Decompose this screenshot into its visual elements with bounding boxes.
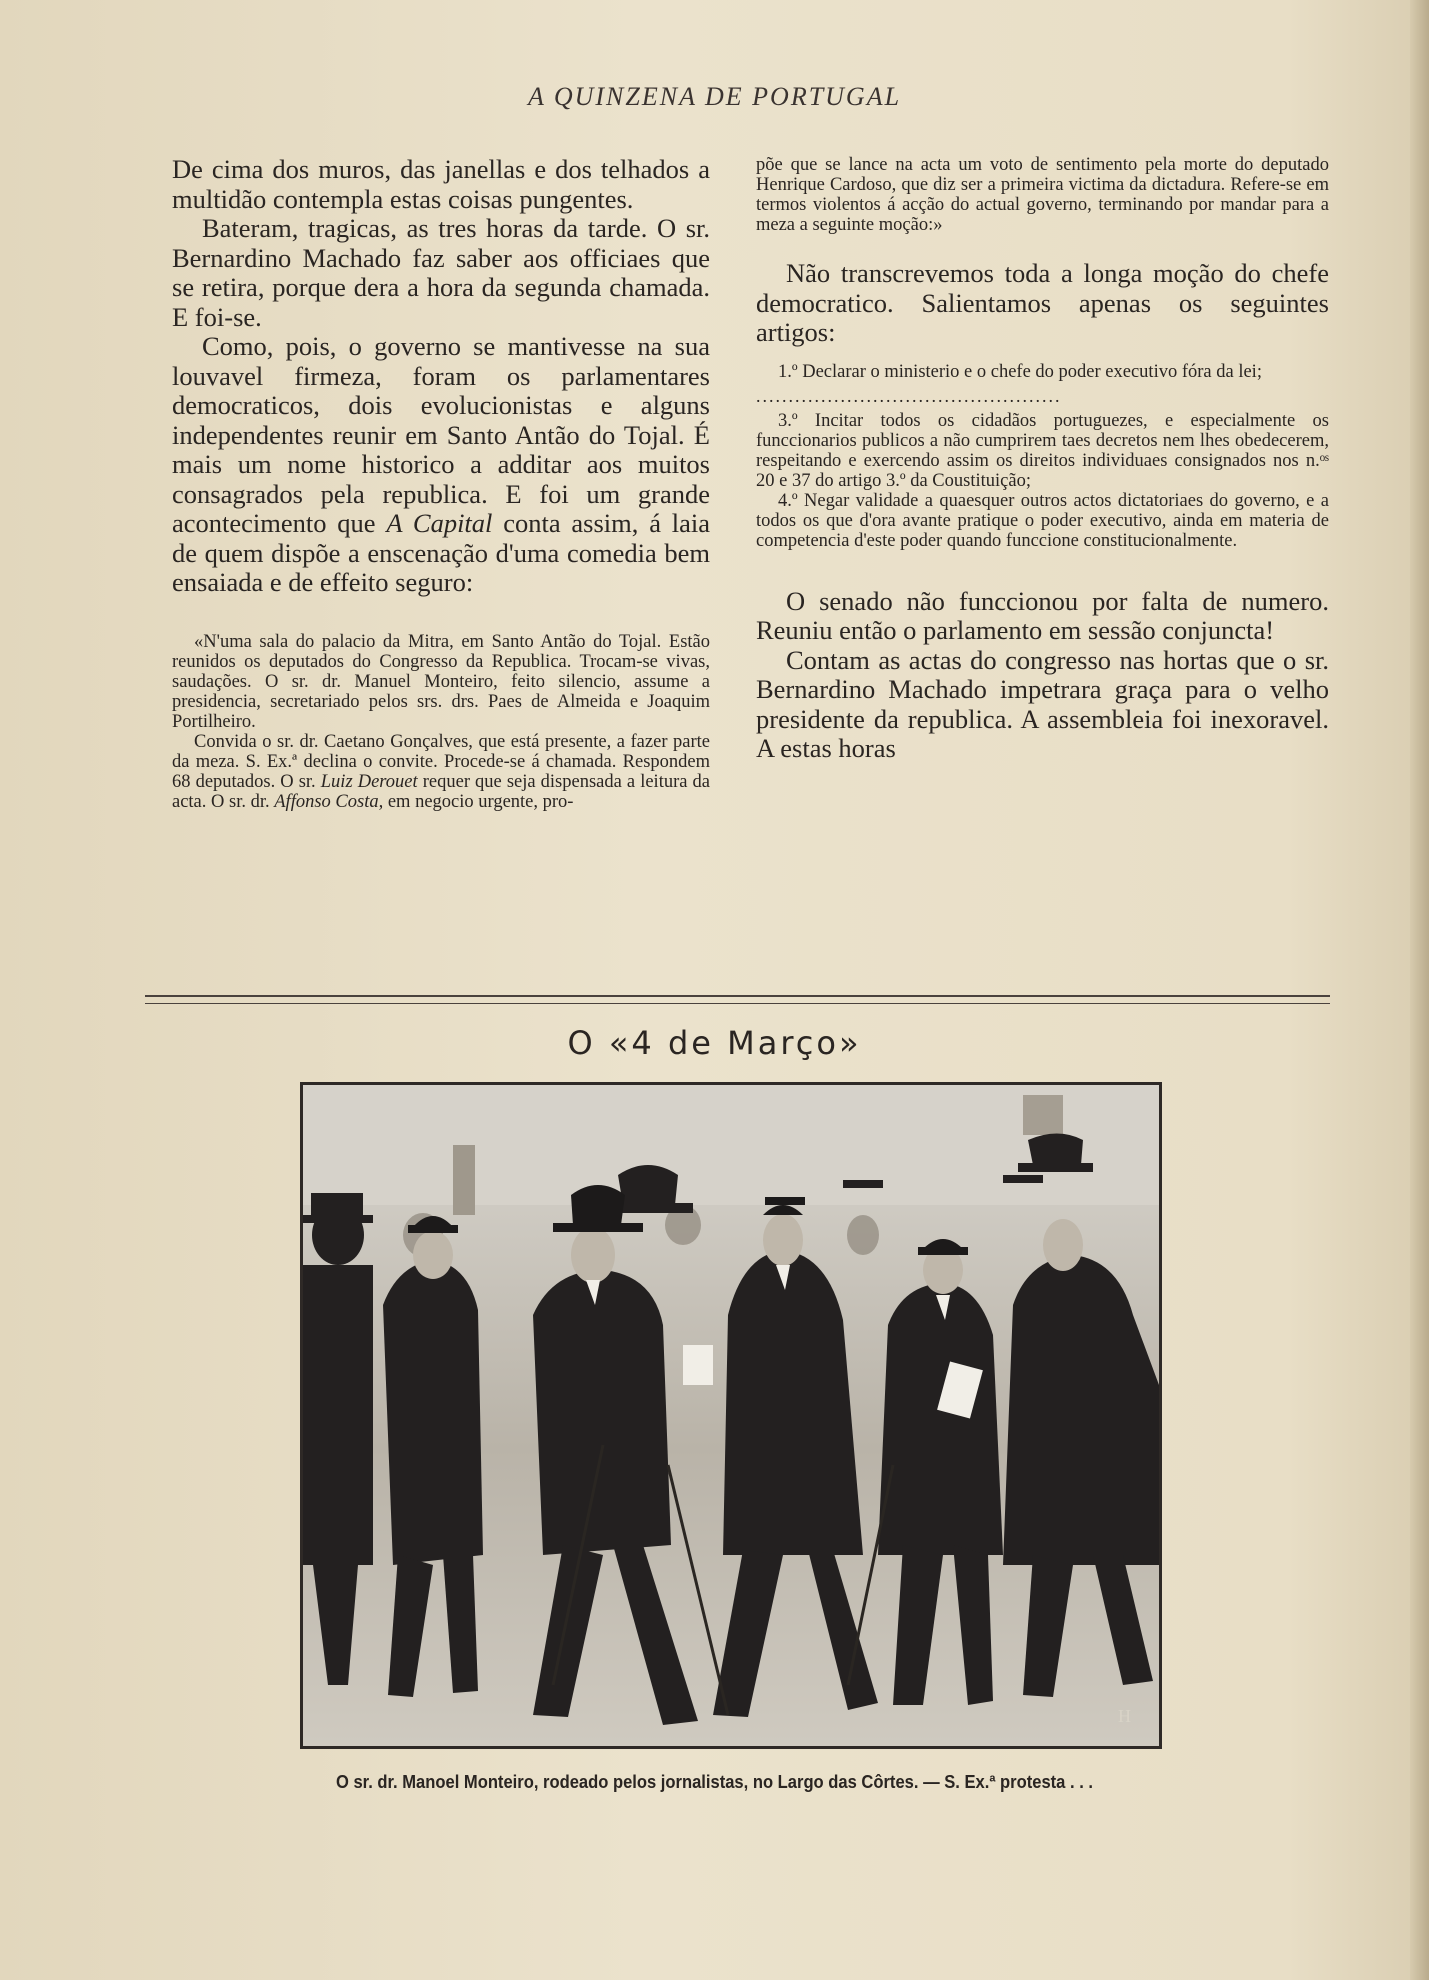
quote-paragraph-2-end: em negocio urgente, pro- — [387, 791, 574, 812]
running-head: A QUINZENA DE PORTUGAL — [527, 82, 902, 111]
article-1: 1.º Declarar o ministerio e o chefe do poder executivo fóra da lei; — [778, 361, 1262, 382]
quote-paragraph-1: «N'uma sala do palacio da Mitra, em Santo Antão do Tojal. Estão reunidos os deputados do Congresso da Republica. Trocam-se vivas, saudações. O sr. dr. Manuel Monteiro, feito silencio, assume a presidencia, secretariado pelos srs. drs. Paes de Almeida e Joaquim Portilheiro. — [172, 631, 710, 732]
right-paragraph-1: Não transcrevemos toda a longa moção do chefe democratico. Salientamos apenas os seguintes artigos: — [756, 258, 1329, 347]
article-4: 4.º Negar validade a quaesquer outros actos dictatoriaes do governo, e a todos os que d'ora avante pratique o poder executivo, ainda em materia de competencia d'este poder quando funccione constitucionalmente. — [756, 490, 1329, 551]
section-title: O «4 de Março» — [567, 1024, 862, 1062]
right-paragraph-2: O senado não funccionou por falta de numero. Reuniu então o parlamento em sessão conjuncta! — [756, 585, 1329, 645]
quote-paragraph-2 — [172, 732, 710, 812]
quote-paragraph-2-start: Convida o sr. dr. Caetano Gonçalves, que está presente, a fazer parte da meza. S. Ex.ª declina o convite. Procede-se á chamada. Respondem 68 deputados. O sr. — [172, 731, 710, 792]
photo-signature: H — [1118, 1706, 1131, 1726]
quote-name-1: Luiz Derouet — [320, 771, 418, 792]
right-paragraph-3: Contam as actas do congresso nas hortas que o sr. Bernardino Machado impetrara graça para o velho presidente da republica. A assembleia foi inexoravel. A estas horas — [756, 644, 1329, 763]
section-divider — [145, 995, 1330, 1004]
article-3: 3.º Incitar todos os cidadãos portuguezes, e especialmente os funccionarios publicos a não cumprirem taes decretos nem lhes obedecerem, respeitando e exercendo assim os direitos individuaes consignados nos n.ᵒˢ 20 e 37 do artigo 3.º da Coustituição; — [756, 410, 1329, 491]
news-photograph — [300, 1082, 1162, 1749]
left-paragraph-3 — [172, 332, 710, 598]
left-paragraph-3-end: conta assim, á laia de quem dispõe a enscenação d'uma comedia bem ensaiada e de effeito seguro: — [172, 508, 711, 597]
photo-illustration — [303, 1085, 1159, 1746]
quote-continuation: põe que se lance na acta um voto de sentimento pela morte do deputado Henrique Cardoso, que diz ser a primeira victima da dictadura. Refere-se em termos violentos á acção do actual governo, terminando por mandar para a meza a seguinte moção:» — [756, 155, 1329, 235]
page-edge — [1410, 0, 1429, 1980]
left-column — [172, 155, 710, 812]
left-paragraph-1: De cima dos muros, das janellas e dos telhados a multidão contempla estas coisas pungentes. — [172, 154, 710, 214]
quote-name-2: Affonso Costa, — [274, 791, 384, 812]
ellipsis-line: ............................................... — [756, 385, 1062, 406]
source-name: A Capital — [386, 508, 493, 538]
left-paragraph-3-start: Como, pois, o governo se mantivesse na sua louvavel firmeza, foram os parlamentares democraticos, dois evolucionistas e alguns independentes reunir em Santo Antão do Tojal. É mais um nome historico a additar aos muitos consagrados pela republica. E foi um grande acontecimento que — [172, 331, 710, 538]
left-paragraph-2: Bateram, tragicas, as tres horas da tarde. O sr. Bernardino Machado faz saber aos officiaes que se retira, porque dera a hora da segunda chamada. E foi-se. — [172, 213, 710, 332]
photo-caption: O sr. dr. Manoel Monteiro, rodeado pelos jornalistas, no Largo das Côrtes. — S. Ex.ª protesta . . . — [335, 1772, 1094, 1792]
quote-paragraph-2-middle: requer que seja dispensada a leitura da acta. O sr. dr. — [172, 771, 710, 812]
right-column — [756, 155, 1329, 764]
